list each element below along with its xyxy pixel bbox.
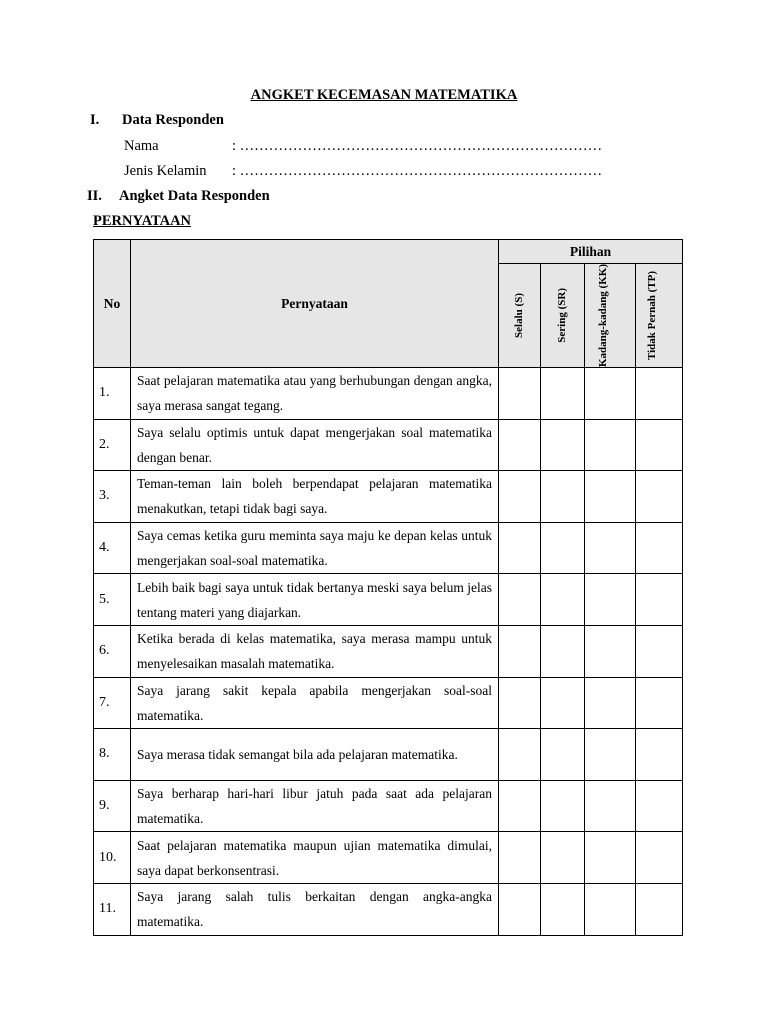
table-row (94, 522, 683, 574)
field-label: Nama (124, 138, 159, 154)
answer-cell-tidak-pernah[interactable] (636, 574, 683, 626)
table-row (94, 832, 683, 884)
section-number: II. (87, 188, 102, 204)
answer-cell-selalu[interactable] (499, 883, 541, 935)
answer-cell-kadang[interactable] (585, 780, 636, 832)
table-row (94, 574, 683, 626)
table-row (94, 419, 683, 471)
answer-cell-sering[interactable] (541, 574, 585, 626)
answer-cell-kadang[interactable] (585, 522, 636, 574)
answer-cell-sering[interactable] (541, 677, 585, 729)
statement-text: Saya merasa tidak semangat bila ada pelajaran matematika. (131, 729, 499, 781)
table-row (94, 729, 683, 781)
answer-cell-selalu[interactable] (499, 471, 541, 523)
statement-text: Saat pelajaran matematika atau yang berhubungan dengan angka, saya merasa sangat tegang. (131, 368, 499, 420)
table-row (94, 368, 683, 420)
row-number: 8. (94, 729, 131, 781)
option-label: Kadang-kadang (KK) (597, 264, 609, 367)
header-statement: Pernyataan (131, 240, 499, 368)
statement-text: Saya jarang salah tulis berkaitan dengan angka-angka matematika. (131, 883, 499, 935)
header-no: No (94, 240, 131, 368)
option-label: Selalu (S) (513, 293, 526, 338)
row-number: 11. (94, 883, 131, 935)
table-row (94, 625, 683, 677)
answer-cell-sering[interactable] (541, 625, 585, 677)
answer-cell-tidak-pernah[interactable] (636, 419, 683, 471)
questionnaire-body (94, 368, 683, 936)
pernyataan-heading: PERNYATAAN (93, 213, 192, 229)
section-label: Data Responden (122, 112, 224, 128)
field-label: Jenis Kelamin (124, 163, 207, 179)
answer-cell-tidak-pernah[interactable] (636, 883, 683, 935)
answer-cell-selalu[interactable] (499, 625, 541, 677)
answer-cell-kadang[interactable] (585, 883, 636, 935)
table-row (94, 780, 683, 832)
answer-cell-kadang[interactable] (585, 574, 636, 626)
header-choice: Pilihan (499, 240, 683, 264)
questionnaire-table (93, 239, 683, 936)
answer-cell-kadang[interactable] (585, 832, 636, 884)
answer-cell-sering[interactable] (541, 832, 585, 884)
statement-text: Saya berharap hari-hari libur jatuh pada saat ada pelajaran matematika. (131, 780, 499, 832)
answer-cell-sering[interactable] (541, 780, 585, 832)
answer-cell-sering[interactable] (541, 522, 585, 574)
row-number: 2. (94, 419, 131, 471)
statement-text: Saya jarang sakit kepala apabila mengerjakan soal-soal matematika. (131, 677, 499, 729)
statement-text: Saya selalu optimis untuk dapat mengerjakan soal matematika dengan benar. (131, 419, 499, 471)
field-value[interactable]: : ………………………………………………………………… (232, 138, 603, 154)
answer-cell-selalu[interactable] (499, 832, 541, 884)
statement-text: Teman-teman lain boleh berpendapat pelajaran matematika menakutkan, tetapi tidak bagi saya. (131, 471, 499, 523)
table-row (94, 883, 683, 935)
answer-cell-kadang[interactable] (585, 625, 636, 677)
header-option-selalu (499, 264, 541, 368)
answer-cell-sering[interactable] (541, 368, 585, 420)
header-option-kadang (585, 264, 636, 368)
row-number: 7. (94, 677, 131, 729)
answer-cell-selalu[interactable] (499, 522, 541, 574)
answer-cell-selalu[interactable] (499, 574, 541, 626)
answer-cell-tidak-pernah[interactable] (636, 677, 683, 729)
document-title: ANGKET KECEMASAN MATEMATIKA (250, 87, 518, 103)
section-angket (87, 188, 270, 205)
answer-cell-sering[interactable] (541, 419, 585, 471)
field-jenis-kelamin[interactable] (124, 163, 602, 180)
row-number: 9. (94, 780, 131, 832)
header-option-sering (541, 264, 585, 368)
header-option-tidak-pernah (636, 264, 683, 368)
answer-cell-selalu[interactable] (499, 419, 541, 471)
answer-cell-selalu[interactable] (499, 677, 541, 729)
section-label: Angket Data Responden (119, 188, 270, 204)
option-label: Tidak Pernah (TP) (646, 270, 658, 361)
statement-text: Lebih baik bagi saya untuk tidak bertanya meski saya belum jelas tentang materi yang diajarkan. (131, 574, 499, 626)
answer-cell-kadang[interactable] (585, 729, 636, 781)
answer-cell-selalu[interactable] (499, 368, 541, 420)
row-number: 10. (94, 832, 131, 884)
answer-cell-tidak-pernah[interactable] (636, 522, 683, 574)
answer-cell-sering[interactable] (541, 883, 585, 935)
answer-cell-kadang[interactable] (585, 368, 636, 420)
answer-cell-sering[interactable] (541, 729, 585, 781)
answer-cell-kadang[interactable] (585, 419, 636, 471)
row-number: 1. (94, 368, 131, 420)
row-number: 3. (94, 471, 131, 523)
table-row (94, 471, 683, 523)
answer-cell-selalu[interactable] (499, 780, 541, 832)
answer-cell-kadang[interactable] (585, 471, 636, 523)
statement-text: Ketika berada di kelas matematika, saya merasa mampu untuk menyelesaikan masalah matematika. (131, 625, 499, 677)
statement-text: Saat pelajaran matematika maupun ujian matematika dimulai, saya dapat berkonsentrasi. (131, 832, 499, 884)
answer-cell-selalu[interactable] (499, 729, 541, 781)
section-data-responden (90, 112, 224, 129)
answer-cell-tidak-pernah[interactable] (636, 832, 683, 884)
row-number: 5. (94, 574, 131, 626)
row-number: 4. (94, 522, 131, 574)
answer-cell-tidak-pernah[interactable] (636, 625, 683, 677)
answer-cell-kadang[interactable] (585, 677, 636, 729)
answer-cell-tidak-pernah[interactable] (636, 471, 683, 523)
row-number: 6. (94, 625, 131, 677)
field-value[interactable]: : ………………………………………………………………… (232, 163, 603, 179)
table-row (94, 677, 683, 729)
answer-cell-sering[interactable] (541, 471, 585, 523)
statement-text: Saya cemas ketika guru meminta saya maju ke depan kelas untuk mengerjakan soal-soal matematika. (131, 522, 499, 574)
answer-cell-tidak-pernah[interactable] (636, 729, 683, 781)
answer-cell-tidak-pernah[interactable] (636, 368, 683, 420)
answer-cell-tidak-pernah[interactable] (636, 780, 683, 832)
option-label: Sering (SR) (556, 288, 569, 343)
field-nama[interactable] (124, 138, 602, 155)
section-number: I. (90, 112, 100, 128)
